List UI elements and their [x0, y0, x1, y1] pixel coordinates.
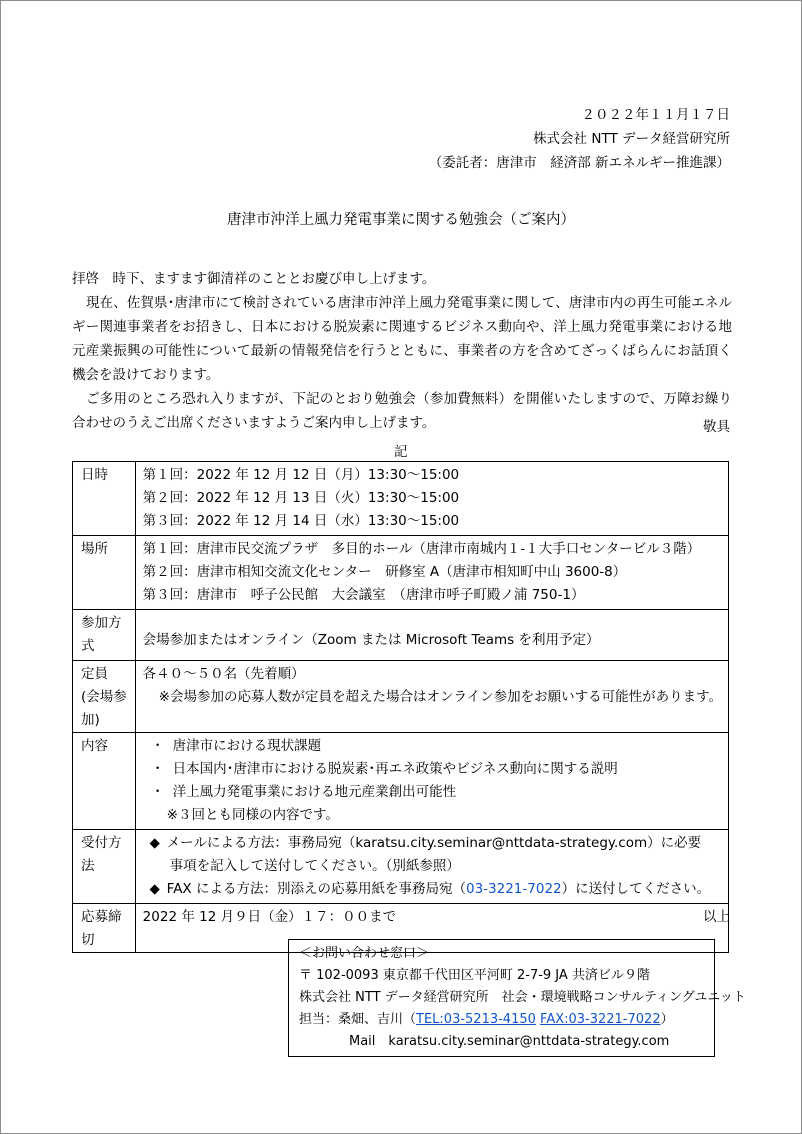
contact-box — [288, 939, 746, 1057]
reception-mail: ◆ メールによる方法：事務局宛（karatsu.city.seminar@nttdata-strategy.com）に必要 — [143, 832, 722, 855]
venue-line: 第２回：唐津市相知交流文化センター 研修室 A（唐津市相知町中山 3600-8） — [142, 564, 627, 580]
contact-person: 担当：桑畑、吉川（TEL:03-5213-4150 FAX:03-3221-7022） — [299, 1012, 674, 1027]
datetime-line: 第２回：2022 年 12 月 13 日（火）13:30～15:00 — [142, 490, 460, 506]
venue-content — [135, 536, 728, 610]
capacity-note: ※会場参加の応募人数が定員を超えた場合はオンライン参加をお願いする可能性があります。 — [158, 689, 722, 705]
reception-content — [135, 830, 728, 904]
bullet-dot: ・ — [150, 784, 165, 800]
list-item: ・ 洋上風力発電事業における地元産業創出可能性 — [143, 781, 722, 804]
row-capacity — [73, 661, 729, 733]
capacity-value: 各４０～５０名（先着順） — [142, 666, 305, 682]
fax-link[interactable]: FAX:03-3221-7022 — [540, 1012, 661, 1027]
content-note: ※３回とも同様の内容です。 — [166, 807, 339, 823]
label-capacity — [73, 661, 136, 733]
label-capacity-line2: (会場参加) — [81, 689, 127, 728]
document-date: ２０２２年１１月１７日 — [581, 107, 730, 123]
list-item: ・ 唐津市における現状課題 — [143, 735, 722, 758]
label-deadline: 応募締切 — [73, 904, 136, 953]
content-list — [135, 733, 728, 830]
reception-mail-cont: 事項を記入して送付してください。（別紙参照） — [169, 858, 460, 874]
contact-heading: ＜お問い合わせ窓口＞ — [299, 946, 430, 961]
label-content: 内容 — [73, 733, 136, 830]
label-venue: 場所 — [73, 536, 136, 610]
label-reception: 受付方法 — [73, 830, 136, 904]
label-capacity-line1: 定員 — [81, 666, 108, 682]
deadline-value: 2022 年 12 月９日（金）１７：００まで — [135, 904, 728, 953]
fax-number: 03-3221-7022 — [465, 881, 562, 897]
datetime-content — [135, 462, 728, 536]
end-mark: 以上 — [703, 909, 730, 925]
row-reception — [73, 830, 729, 904]
datetime-line: 第３回：2022 年 12 月 14 日（水）13:30～15:00 — [142, 513, 460, 529]
letter-body — [72, 267, 732, 435]
list-item: ・ 日本国内･唐津市における脱炭素･再エネ政策やビジネス動向に関する説明 — [143, 758, 722, 781]
venue-line: 第３回：唐津市 呼子公民館 大会議室 （唐津市呼子町殿ノ浦 750-1） — [142, 587, 585, 603]
bullet-dot: ・ — [150, 738, 165, 754]
capacity-content — [135, 661, 728, 733]
reception-fax: ◆ FAX による方法：別添えの応募用紙を事務局宛（03-3221-7022）に送付してください。 — [143, 878, 722, 901]
event-info-table — [72, 461, 729, 953]
format-line: 会場参加またはオンライン（Zoom または Microsoft Teams を利用予定） — [142, 632, 600, 648]
tel-link[interactable]: TEL:03-5213-4150 — [416, 1012, 536, 1027]
row-format — [73, 610, 729, 661]
label-format: 参加方式 — [73, 610, 136, 661]
sender-company: 株式会社 NTT データ経営研究所 — [533, 131, 730, 147]
contact-mail: Mail karatsu.city.seminar@nttdata-strategy.com — [349, 1034, 670, 1049]
greeting: 拝啓 時下、ますます御清祥のこととお慶び申し上げます。 — [72, 271, 436, 287]
row-venue — [73, 536, 729, 610]
contact-address: 〒 102-0093 東京都千代田区平河町 2-7-9 JA 共済ビル９階 — [299, 968, 650, 983]
row-datetime — [73, 462, 729, 536]
label-datetime: 日時 — [73, 462, 136, 536]
document-title: 唐津市沖洋上風力発電事業に関する勉強会（ご案内） — [227, 212, 575, 228]
venue-line: 第１回：唐津市民交流プラザ 多目的ホール（唐津市南城内１-１大手口センタービル３階） — [142, 541, 701, 557]
commissioner: （委託者：唐津市 経済部 新エネルギー推進課） — [428, 155, 730, 171]
bullet-dot: ・ — [150, 761, 165, 777]
ki-mark: 記 — [394, 444, 408, 460]
paragraph-1: 現在、佐賀県･唐津市にて検討されている唐津市沖洋上風力発電事業に関して、唐津市内の再生可能エネルギー関連事業者をお招きし、日本における脱炭素に関連するビジネス動向や、洋上風力発電事業における地元産業振興の可能性について最新の情報発信を行うとともに、事業者の方を含めてざっくばらんにお話頂く機会を設けております。 — [72, 295, 732, 383]
format-value — [135, 610, 728, 661]
closing-keigu: 敬具 — [703, 419, 730, 435]
diamond-bullet-icon: ◆ — [149, 881, 160, 897]
diamond-bullet-icon: ◆ — [149, 835, 160, 851]
datetime-line: 第１回：2022 年 12 月 12 日（月）13:30～15:00 — [142, 467, 460, 483]
paragraph-2: ご多用のところ恐れ入りますが、下記のとおり勉強会（参加費無料）を開催いたしますので、万障お繰り合わせのうえご出席くださいますようご案内申し上げます。 — [72, 391, 732, 431]
contact-org: 株式会社 NTT データ経営研究所 社会・環境戦略コンサルティングユニット — [299, 990, 746, 1005]
row-content — [73, 733, 729, 830]
